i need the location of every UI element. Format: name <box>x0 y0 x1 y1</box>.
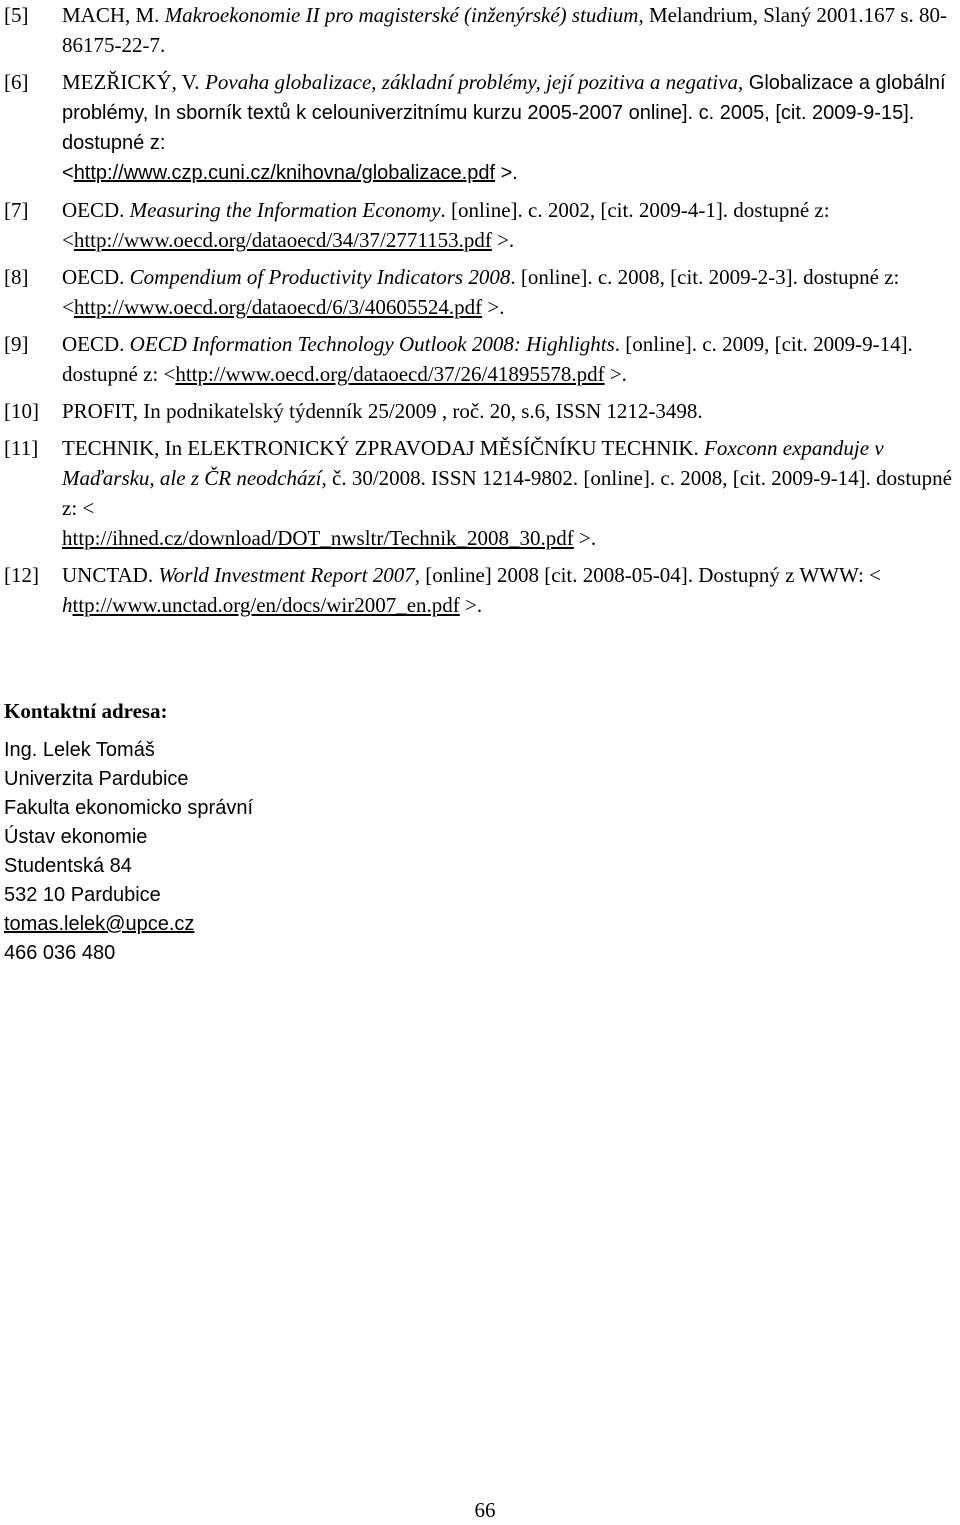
contact-faculty: Fakulta ekonomicko správní <box>4 797 254 819</box>
reference-link[interactable]: http://www.oecd.org/dataoecd/6/3/40605524.pdf <box>73 295 483 319</box>
contact-phone: 466 036 480 <box>4 942 116 964</box>
link-close-bracket: >. <box>573 526 597 550</box>
reference-number: [10] <box>4 399 39 423</box>
reference-text <box>62 262 954 322</box>
reference-details: Globalizace a globální problémy, In sborník textů k celouniverzitnímu kurzu 2005-2007 online]. c. 2005, [cit. 2009-9-15]. dostupné z: <box>62 72 946 154</box>
reference-number: [8] <box>4 265 29 289</box>
reference-title: World Investment Report 2007, <box>158 563 421 587</box>
page-number: 66 <box>474 1498 496 1522</box>
reference-author: OECD. <box>62 332 125 356</box>
link-close-bracket: >. <box>491 228 515 252</box>
contact-title: Kontaktní adresa: <box>4 699 168 723</box>
reference-number: [5] <box>4 3 29 27</box>
reference-12 <box>4 560 954 620</box>
reference-9 <box>4 329 954 389</box>
reference-number: [7] <box>4 198 29 222</box>
reference-title: Makroekonomie II pro magisterské (inženýrské) studium <box>164 3 639 27</box>
link-close-bracket: >. <box>604 362 627 386</box>
reference-title: Compendium of Productivity Indicators 2008 <box>129 265 511 289</box>
reference-link[interactable]: ttp://www.unctad.org/en/docs/wir2007_en.pdf <box>72 593 460 617</box>
reference-text <box>62 560 954 620</box>
reference-author: OECD. <box>62 198 125 222</box>
reference-author: OECD. <box>62 265 125 289</box>
reference-author: MACH, M. <box>62 3 160 27</box>
contact-block <box>4 697 253 968</box>
contact-name: Ing. Lelek Tomáš <box>4 739 155 761</box>
reference-details: . [online]. c. 2008, [cit. 2009-2-3]. dostupné z: < <box>62 265 900 319</box>
contact-institute: Ústav ekonomie <box>4 826 148 848</box>
link-close-bracket: >. <box>482 295 505 319</box>
reference-title: Povaha globalizace, základní problémy, její pozitiva a negativa, <box>205 70 744 94</box>
reference-author: TECHNIK, In ELEKTRONICKÝ ZPRAVODAJ MĚSÍČNÍKU TECHNIK. <box>62 436 699 460</box>
reference-text <box>62 67 954 188</box>
reference-10 <box>4 396 954 426</box>
reference-details: . [online]. c. 2002, [cit. 2009-4-1]. dostupné z: < <box>62 198 830 252</box>
reference-title: Foxconn expanduje v Maďarsku, ale z ČR neodchází, <box>62 436 884 490</box>
reference-text: PROFIT, In podnikatelský týdenník 25/2009 , roč. 20, s.6, ISSN 1212-3498. <box>62 399 703 423</box>
reference-5 <box>4 0 954 60</box>
contact-email-link[interactable]: tomas.lelek@upce.cz <box>4 913 195 935</box>
reference-6 <box>4 67 954 188</box>
reference-list <box>4 0 954 627</box>
reference-link[interactable]: http://www.oecd.org/dataoecd/34/37/2771153.pdf <box>73 228 492 252</box>
reference-link[interactable]: http://ihned.cz/download/DOT_nwsltr/Technik_2008_30.pdf <box>62 526 574 550</box>
link-close-bracket: >. <box>459 593 483 617</box>
reference-11 <box>4 433 954 553</box>
link-prefix: h <box>62 593 73 617</box>
reference-7 <box>4 195 954 255</box>
reference-title: OECD Information Technology Outlook 2008: Highlights <box>129 332 615 356</box>
reference-title: Measuring the Information Economy <box>129 198 441 222</box>
reference-text <box>62 0 954 60</box>
contact-university: Univerzita Pardubice <box>4 768 189 790</box>
link-close-bracket: >. <box>495 162 518 184</box>
reference-details: [online] 2008 [cit. 2008-05-04]. Dostupný z WWW: < <box>420 563 881 587</box>
reference-text <box>62 195 954 255</box>
reference-8 <box>4 262 954 322</box>
reference-text <box>62 433 954 553</box>
contact-city: 532 10 Pardubice <box>4 884 161 906</box>
reference-link[interactable]: http://www.oecd.org/dataoecd/37/26/41895578.pdf <box>175 362 605 386</box>
reference-details: , Melandrium, Slaný 2001.167 s. 80-86175-22-7. <box>62 3 947 57</box>
reference-author: UNCTAD. <box>62 563 154 587</box>
reference-details: č. 30/2008. ISSN 1214-9802. [online]. c. 2008, [cit. 2009-9-14]. dostupné z: < <box>62 466 953 520</box>
reference-number: [11] <box>4 436 39 460</box>
reference-number: [6] <box>4 70 29 94</box>
reference-link[interactable]: http://www.czp.cuni.cz/knihovna/globalizace.pdf <box>73 162 496 184</box>
reference-author: MEZŘICKÝ, V. <box>62 70 200 94</box>
reference-number: [9] <box>4 332 29 356</box>
reference-text <box>62 329 954 389</box>
reference-details: . [online]. c. 2009, [cit. 2009-9-14]. dostupné z: < <box>62 332 913 386</box>
link-open-bracket: < <box>62 162 74 184</box>
reference-number: [12] <box>4 563 39 587</box>
contact-street: Studentská 84 <box>4 855 132 877</box>
